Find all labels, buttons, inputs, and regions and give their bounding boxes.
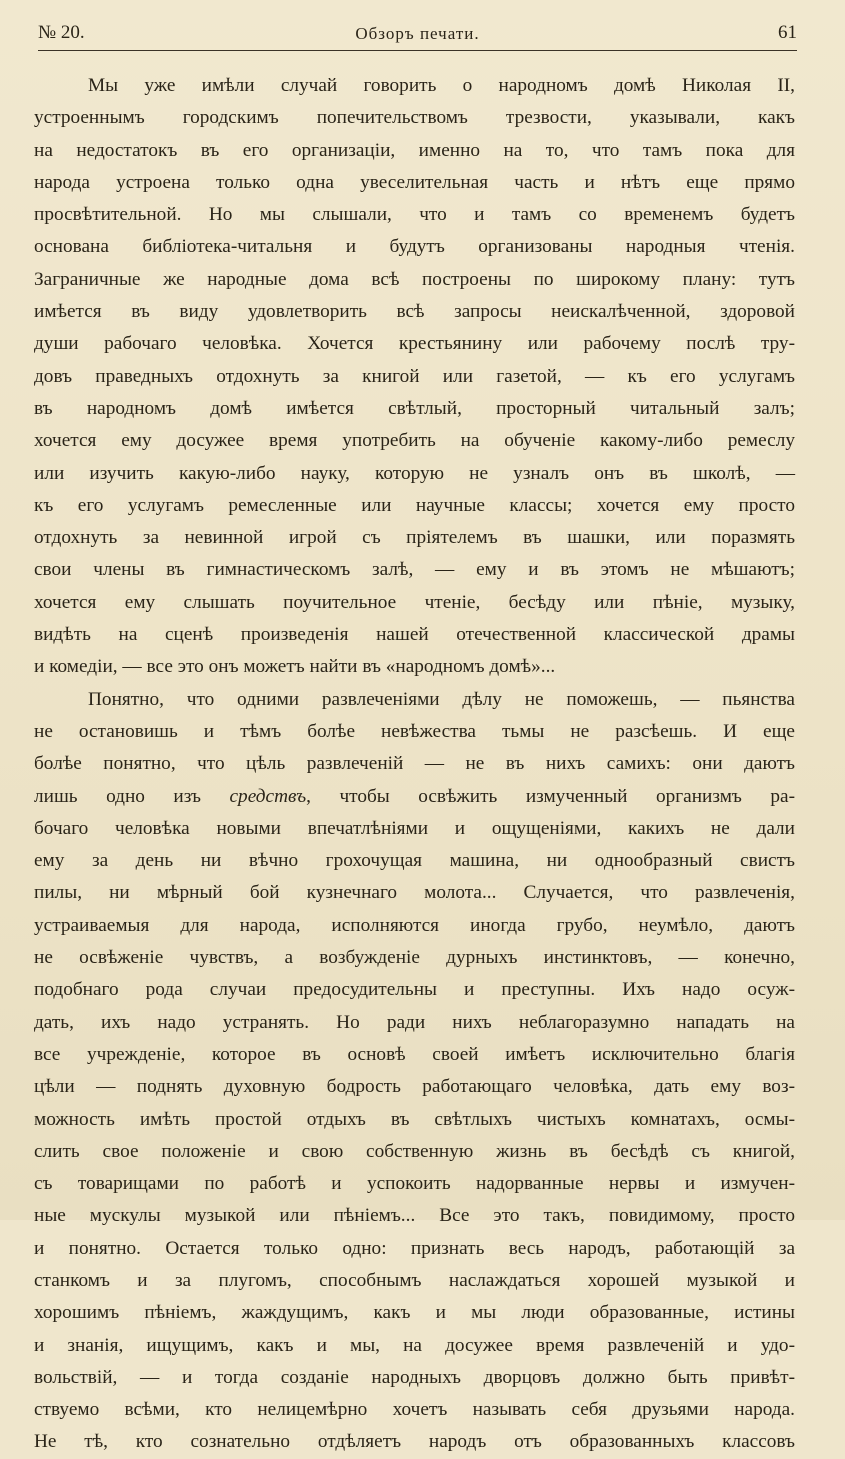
text-line: хочется ему слышать поучительное чтеніе, бесѣду или пѣніе, музыку, — [34, 591, 795, 613]
issue-number: № 20. — [38, 22, 85, 43]
text-line: цѣли — поднять духовную бодрость работающаго человѣка, дать ему воз- — [34, 1076, 795, 1098]
text-line: къ его услугамъ ремесленные или научные классы; хочется ему просто — [34, 494, 795, 516]
text-line: съ товарищами по работѣ и успокоить надорванные нервы и измучен- — [34, 1173, 795, 1195]
text-line: вольствій, — и тогда созданіе народныхъ дворцовъ должно быть привѣт- — [34, 1366, 795, 1388]
text-line: Мы уже имѣли случай говорить о народномъ домѣ Николая II, — [88, 75, 795, 96]
text-line: станкомъ и за плугомъ, способнымъ наслаждаться хорошей музыкой и — [34, 1269, 795, 1291]
text-line: отдохнуть за невинной игрой съ пріятелемъ въ шашки, или поразмять — [34, 527, 795, 549]
page-number: 61 — [778, 22, 797, 43]
text-line: слить свое положеніе и свою собственную жизнь въ бесѣдѣ съ книгой, — [34, 1140, 795, 1162]
text-line: Не тѣ, кто сознательно отдѣляетъ народъ отъ образованныхъ классовъ — [34, 1431, 795, 1453]
text-line-with-italic — [34, 781, 795, 813]
text-line: души рабочаго человѣка. Хочется крестьянину или рабочему послѣ тру- — [34, 333, 795, 355]
text-line: ему за день ни вѣчно грохочущая машина, ни однообразный свистъ — [34, 850, 795, 872]
text-line: можность имѣть простой отдыхъ въ свѣтлыхъ чистыхъ комнатахъ, осмы- — [34, 1108, 795, 1130]
text-line: и понятно. Остается только одно: признать весь народъ, работающій за — [34, 1237, 795, 1259]
text-segment: лишь одно изъ — [34, 785, 201, 807]
text-line: имѣется въ виду удовлетворить всѣ запросы неискалѣченной, здоровой — [34, 301, 795, 323]
italic-word: средствъ — [229, 785, 307, 807]
text-line: довъ праведныхъ отдохнуть за книгой или газетой, — къ его услугамъ — [34, 365, 795, 387]
text-line: пилы, ни мѣрный бой кузнечнаго молота... Случается, что развлеченія, — [34, 882, 795, 904]
section-title: Обзоръ печати. — [355, 24, 480, 43]
text-line: подобнаго рода случаи предосудительны и преступны. Ихъ надо осуж- — [34, 979, 795, 1001]
text-segment: , чтобы освѣжить измученный организмъ ра- — [306, 785, 795, 807]
text-line: не остановишь и тѣмъ болѣе невѣжества тьмы не разсѣешь. И еще — [34, 720, 795, 742]
text-line: хорошимъ пѣніемъ, жаждущимъ, какъ и мы люди образованные, истины — [34, 1302, 795, 1324]
text-line: ствуемо всѣми, кто нелицемѣрно хочетъ называть себя друзьями народа. — [34, 1399, 795, 1421]
text-line: бочаго человѣка новыми впечатлѣніями и ощущеніями, какихъ не дали — [34, 817, 795, 839]
text-line: просвѣтительной. Но мы слышали, что и тамъ со временемъ будетъ — [34, 204, 795, 226]
text-line: ные мускулы музыкой или пѣніемъ... Все это такъ, повидимому, просто — [34, 1205, 795, 1227]
article-body — [34, 70, 795, 1459]
text-line: болѣе понятно, что цѣль развлеченій — не въ нихъ самихъ: они даютъ — [34, 753, 795, 775]
text-line: или изучить какую-либо науку, которую не узналъ онъ въ школѣ, — — [34, 462, 795, 484]
text-line: все учрежденіе, которое въ основѣ своей имѣетъ исключительно благія — [34, 1043, 795, 1065]
text-line: и знанія, ищущимъ, какъ и мы, на досужее время развлеченій и удо- — [34, 1334, 795, 1356]
text-line: въ народномъ домѣ имѣется свѣтлый, просторный читальный залъ; — [34, 397, 795, 419]
text-line: устраиваемыя для народа, исполняются иногда грубо, неумѣло, даютъ — [34, 914, 795, 936]
running-header — [38, 20, 797, 51]
text-line: не освѣженіе чувствъ, а возбужденіе дурныхъ инстинктовъ, — конечно, — [34, 947, 795, 969]
text-line: свои члены въ гимнастическомъ залѣ, — ему и въ этомъ не мѣшаютъ; — [34, 559, 795, 581]
text-line: хочется ему досужее время употребить на обученіе какому-либо ремеслу — [34, 430, 795, 452]
text-line: видѣть на сценѣ произведенія нашей отечественной классической драмы — [34, 624, 795, 646]
text-line: основана библіотека-читальня и будутъ организованы народныя чтенія. — [34, 236, 795, 258]
text-line: и комедіи, — все это онъ можетъ найти въ «народномъ домѣ»... — [34, 656, 556, 678]
text-line: дать, ихъ надо устранять. Но ради нихъ неблагоразумно нападать на — [34, 1011, 795, 1033]
text-line: Заграничные же народные дома всѣ построены по широкому плану: тутъ — [34, 268, 795, 290]
text-line: устроеннымъ городскимъ попечительствомъ трезвости, указывали, какъ — [34, 107, 795, 129]
text-line: народа устроена только одна увеселительная часть и нѣтъ еще прямо — [34, 171, 795, 193]
text-line: на недостатокъ въ его организаціи, именно на то, что тамъ пока для — [34, 139, 795, 161]
text-line: Понятно, что одними развлеченіями дѣлу не поможешь, — пьянства — [88, 688, 795, 710]
